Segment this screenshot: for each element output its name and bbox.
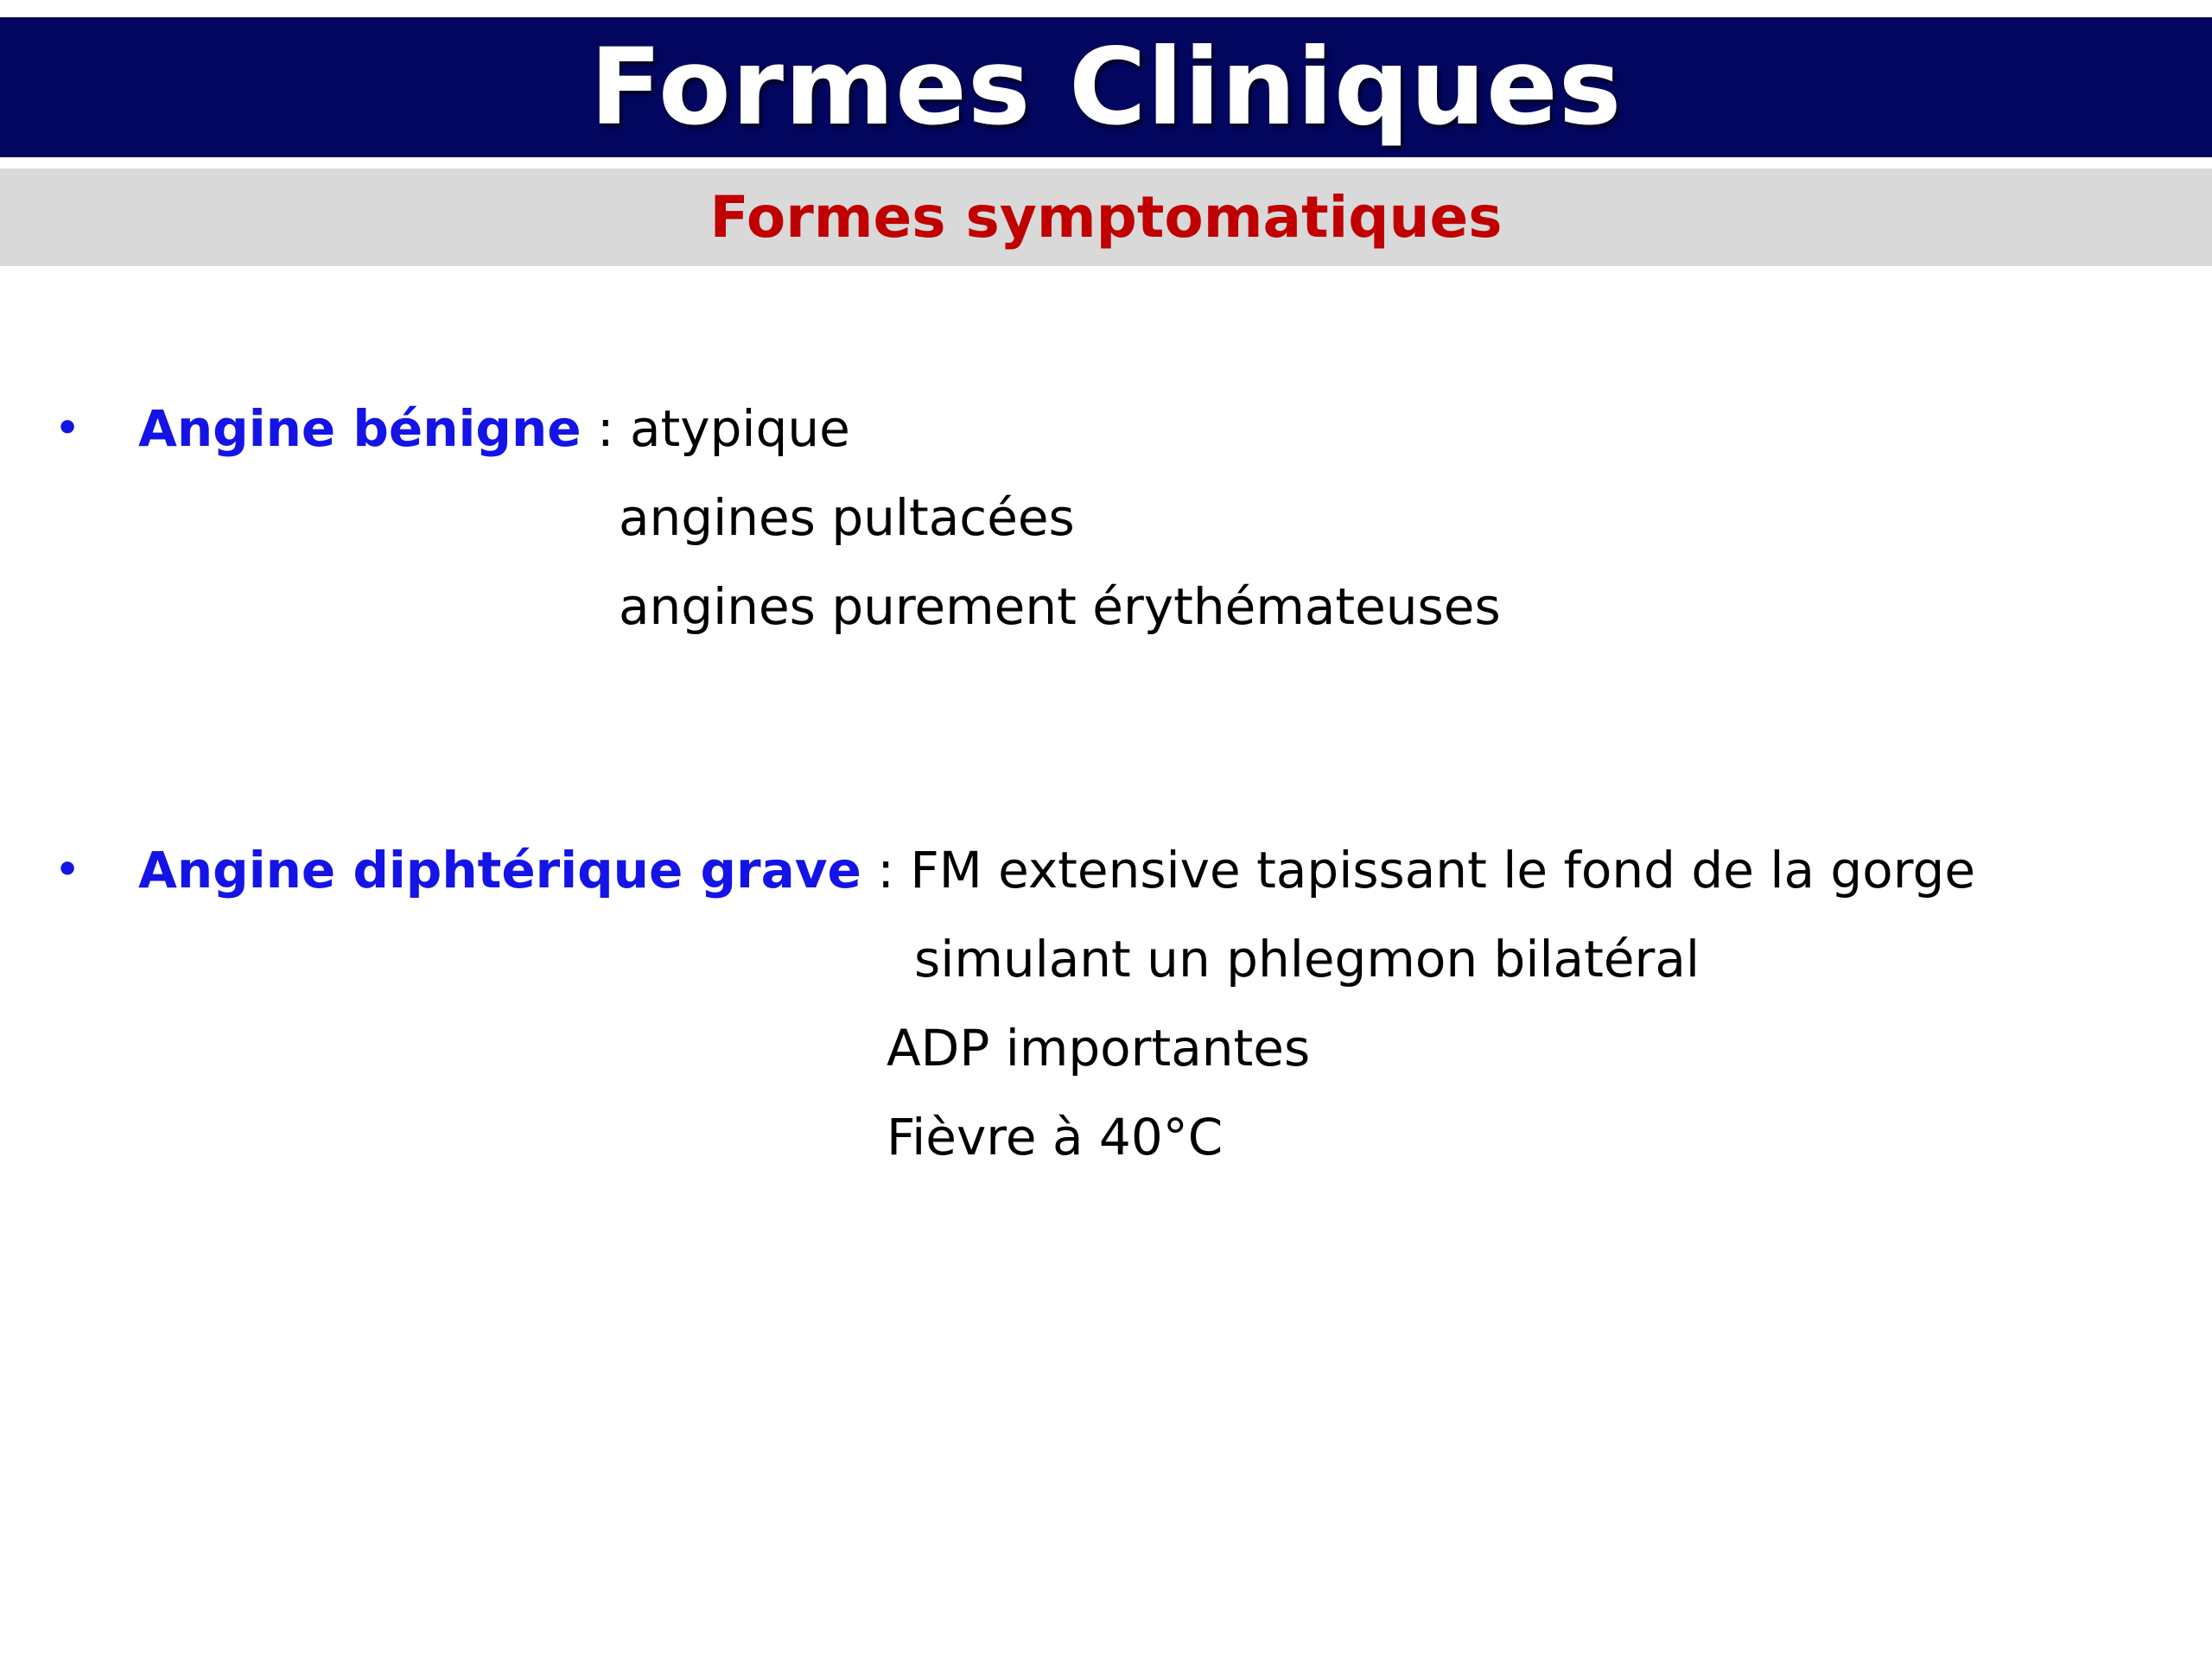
bullet-icon: •	[55, 406, 80, 450]
section-line: atypique	[630, 399, 850, 458]
section-line: simulant un phlegmon bilatéral	[914, 930, 1700, 988]
slide-subtitle: Formes symptomatiques	[709, 184, 1503, 251]
section-line: angines purement érythémateuses	[619, 577, 1501, 636]
section-term: Angine bénigne	[138, 399, 582, 458]
section-heading-line	[138, 397, 850, 460]
term-separator: :	[861, 841, 911, 899]
section-line: ADP importantes	[887, 1019, 1311, 1077]
section-line: angines pultacées	[619, 488, 1075, 547]
section-line: FM extensive tapissant le fond de la gorge	[910, 841, 1976, 899]
term-separator: :	[581, 399, 630, 458]
bullet-icon: •	[55, 848, 80, 892]
section-heading-line	[138, 839, 1975, 901]
section-term: Angine diphtérique grave	[138, 841, 861, 899]
section-line: Fièvre à 40°C	[887, 1108, 1224, 1166]
slide-title: Formes Cliniques	[589, 26, 1623, 149]
